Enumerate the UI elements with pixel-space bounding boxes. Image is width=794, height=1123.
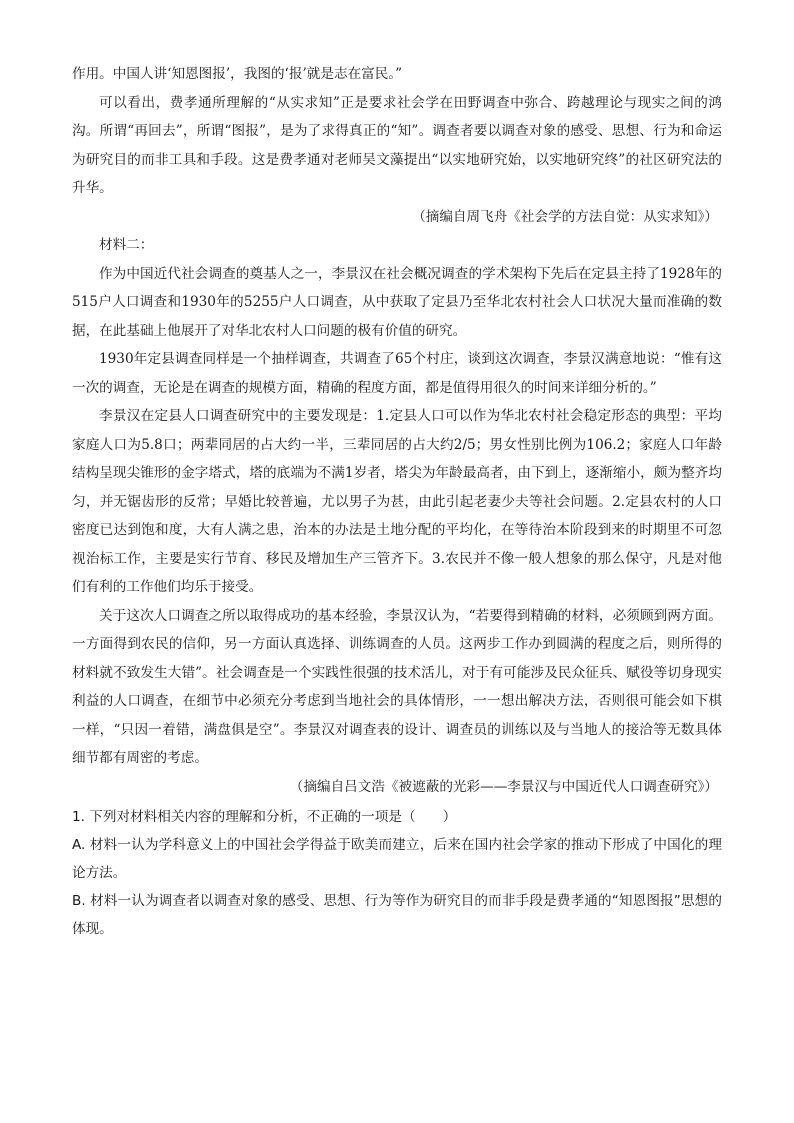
material1-closing-line: 作用。中国人讲‘知恩图报’，我图的‘报’就是志在富民。”: [72, 66, 403, 82]
material2-paragraph-2: 1930年定县调查同样是一个抽样调查，共调查了65个村庄，谈到这次调查，李景汉满意地说：“惟有这一次的调查，无论是在调查的规模方面，精确的程度方面，都是值得用很久的时间来详细分析的。”: [72, 351, 722, 396]
material2-heading: 材料二：: [99, 237, 154, 253]
material2-paragraph-4: 关于这次人口调查之所以取得成功的基本经验，李景汉认为，“若要得到精确的材料，必须顾到两方面。一方面得到农民的信仰，另一方面认真选择、训练调查的人员。这两步工作办到圆满的程度之后，则所得的材料就不致发生大错”。社会调查是一个实践性很强的技术活儿，对于有可能涉及民众征兵、赋役等切身现实利益的人口调查，在细节中必须充分考虑到当地社会的具体情形，一一想出解决方法，否则很可能会如下棋一样，“只因一着错，满盘俱是空”。李景汉对调查表的设计、调查员的训练以及与当地人的接洽等无数具体细节都有周密的考虑。: [72, 607, 722, 766]
material1-source: （摘编自周飞舟《社会学的方法自觉：从实求知》）: [412, 208, 718, 225]
material2-paragraph-3: 李景汉在定县人口调查研究中的主要发现是：1.定县人口可以作为华北农村社会稳定形态的典型：平均家庭人口为5.8口；两辈同居的占大约一半，三辈同居的占大约2/5；男女性别比例为106.2；家庭人口年龄结构呈现尖锥形的金字塔式，塔的底端为不满1岁者，塔尖为年龄最高者，由下到上，逐渐缩小，颇为整齐均匀，并无锯齿形的反常；早婚比较普遍，尤以男子为甚，由此引起老妻少夫等社会问题。2.定县农村的人口密度已达到饱和度，大有人满之患，治本的办法是土地分配的平均化，在等待治本阶段到来的时期里不可忽视治标工作，主要是实行节育、移民及增加生产三管齐下。3.农民并不像一般人想象的那么保守，凡是对他们有利的工作他们均乐于接受。: [72, 408, 722, 595]
material2-paragraph-1: 作为中国近代社会调查的奠基人之一，李景汉在社会概况调查的学术架构下先后在定县主持了1928年的515户人口调查和1930年的5255户人口调查，从中获取了定县乃至华北农村社会人口状况大量而准确的数据，在此基础上他展开了对华北农村人口问题的极有价值的研究。: [72, 265, 722, 339]
option-a: A. 材料一认为学科意义上的中国社会学得益于欧美而建立，后来在国内社会学家的推动下形成了中国化的理论方法。: [72, 837, 722, 881]
option-b: B. 材料一认为调查者以调查对象的感受、思想、行为等作为研究目的而非手段是费孝通的“知恩图报”思想的体现。: [72, 893, 722, 937]
material2-source: （摘编自吕文浩《被遮蔽的光彩——李景汉与中国近代人口调查研究》）: [289, 778, 718, 795]
document-page: [72, 60, 722, 943]
question-stem: 1. 下列对材料相关内容的理解和分析，不正确的一项是（ ）: [72, 809, 457, 825]
material1-paragraph: 可以看出，费孝通所理解的“从实求知”正是要求社会学在田野调查中弥合、跨越理论与现实之间的鸿沟。所谓“再回去”，所谓“图报”，是为了求得真正的“知”。调查者要以调查对象的感受、思想、行为和命运为研究目的而非工具和手段。这是费孝通对老师吴文藻提出“以实地研究始，以实地研究终”的社区研究法的升华。: [72, 94, 722, 196]
